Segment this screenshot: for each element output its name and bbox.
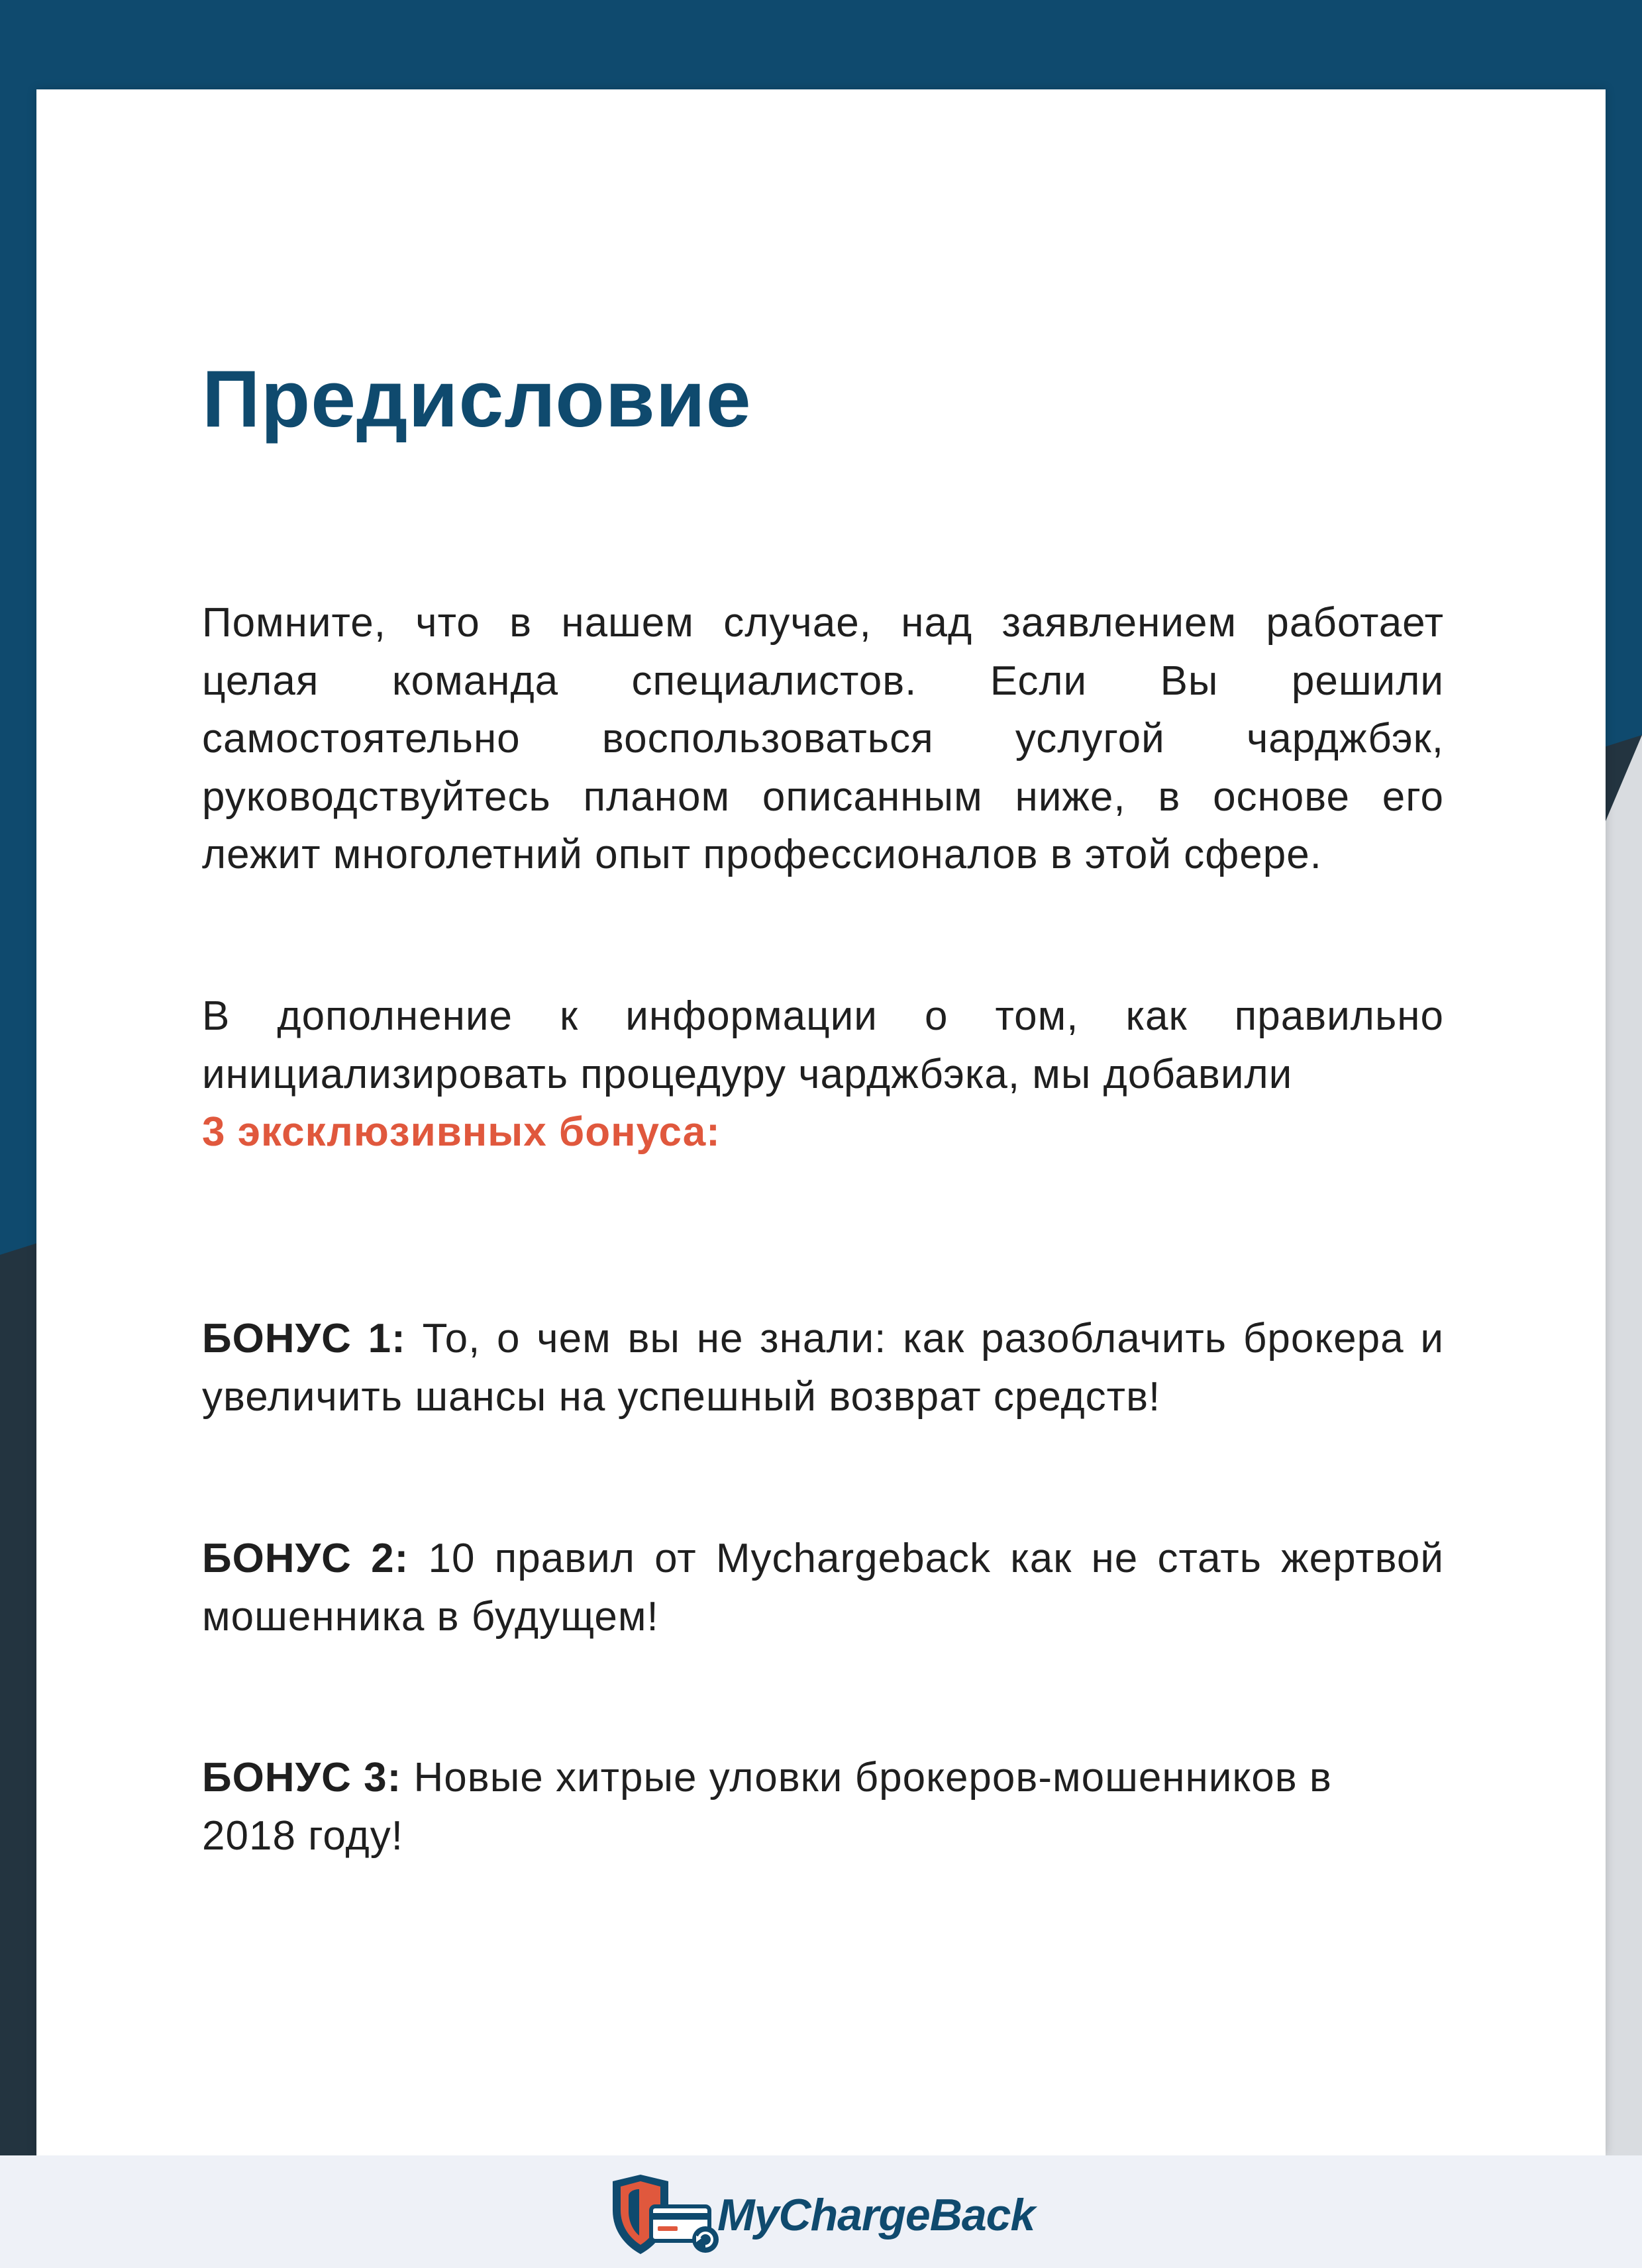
page-title: Предисловие bbox=[202, 354, 752, 444]
footer bbox=[0, 2155, 1642, 2268]
bonus-intro-highlight: 3 эксклюзивных бонуса: bbox=[202, 1109, 721, 1155]
bonus-item-3 bbox=[202, 1749, 1427, 1865]
bonus-text-1: То, о чем вы не знали: как разоблачить брокера и увеличить шансы на успешный возврат средств! bbox=[202, 1316, 1444, 1420]
brand-logo bbox=[599, 2172, 1035, 2258]
bonus-label-3: БОНУС 3: bbox=[202, 1755, 402, 1800]
logo-text: MyChargeBack bbox=[717, 2190, 1035, 2240]
bonus-text-2: 10 правил от Mychargeback как не стать жертвой мошенника в будущем! bbox=[202, 1536, 1445, 1640]
bonus-label-1: БОНУС 1: bbox=[202, 1316, 406, 1361]
bonus-label-2: БОНУС 2: bbox=[202, 1536, 409, 1581]
intro-paragraph: Помните, что в нашем случае, над заявлением работает целая команда специалистов. Если Вы решили самостоятельно воспользоваться услугой чарджбэк, руководствуйтесь планом описанным ниже, в основе его лежит многолетний опыт профессионалов в этой сфере. bbox=[202, 600, 1444, 877]
bonus-intro-paragraph bbox=[202, 987, 1444, 1161]
bonus-item-2 bbox=[202, 1530, 1444, 1646]
shield-card-logo-icon bbox=[599, 2172, 725, 2258]
bonus-item-1 bbox=[202, 1310, 1444, 1426]
bonus-intro-text: В дополнение к информации о том, как правильно инициализировать процедуру чарджбэка, мы добавили bbox=[202, 993, 1444, 1097]
bonus-text-3: Новые хитрые уловки брокеров-мошенников в 2018 году! bbox=[202, 1755, 1332, 1859]
page-card bbox=[36, 89, 1606, 2155]
